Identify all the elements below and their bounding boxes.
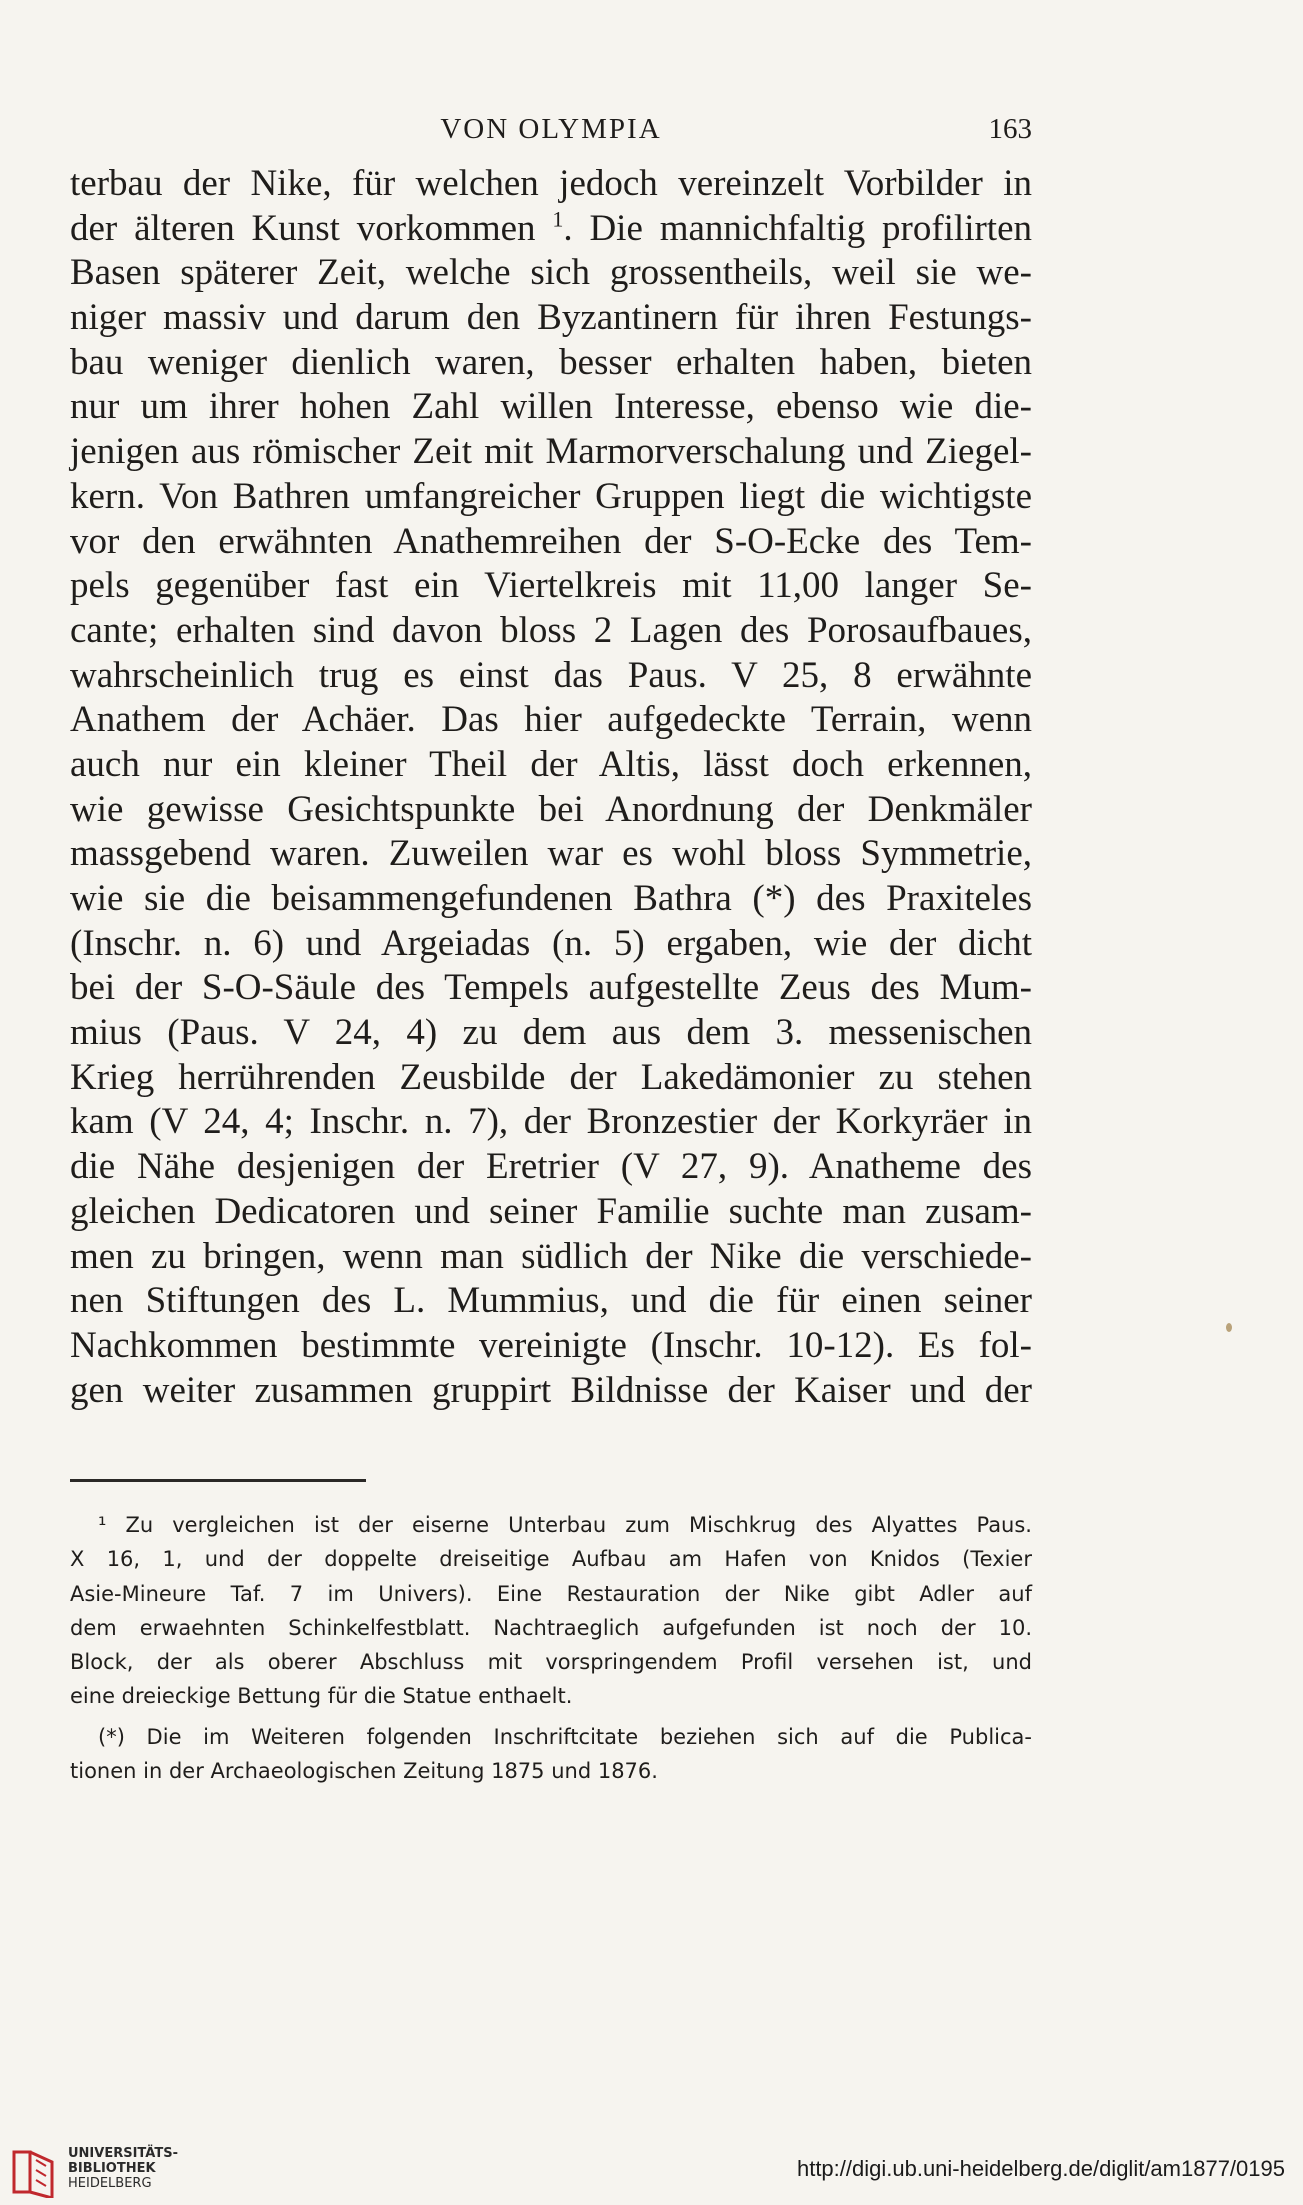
footnote-line: eine dreieckige Bettung für die Statue enthaelt. [70,1684,573,1709]
text-line: wie sie die beisammengefundenen Bathra (*) des Praxiteles [70,878,1032,919]
running-head [70,113,1032,153]
text-line: bei der S-O-Säule des Tempels aufgestellte Zeus des Mum- [70,967,1032,1009]
text-line: mius (Paus. V 24, 4) zu dem aus dem 3. messenischen [70,1012,1032,1054]
text-line: kern. Von Bathren umfangreicher Gruppen liegt die wichtigste [70,475,1032,517]
page-number: 163 [988,113,1032,145]
text-line: Anathem der Achäer. Das hier aufgedeckte Terrain, wenn [70,699,1032,741]
footnote-line: (*) Die im Weiteren folgenden Inschriftcitate beziehen sich auf die Publica- [98,1724,1032,1749]
library-logo[interactable] [12,2142,182,2202]
library-logo-icon [12,2146,60,2198]
text-line: niger massiv und darum den Byzantinern für ihren Festungs- [70,297,1032,339]
text-line: auch nur ein kleiner Theil der Altis, lässt doch erkennen, [70,743,1032,785]
footnote-line: tionen in der Archaeologischen Zeitung 1875 und 1876. [70,1759,658,1784]
footnote-reference: 1 [552,206,564,232]
text-line: wahrscheinlich trug es einst das Paus. V 25, 8 erwähnte [70,654,1032,696]
text-line: men zu bringen, wenn man südlich der Nike die verschiede- [70,1235,1032,1277]
footnote-line: Block, der als oberer Abschluss mit vorspringendem Profil versehen ist, und [70,1650,1032,1675]
text-line: die Nähe desjenigen der Eretrier (V 27, 9). Anatheme des [70,1146,1032,1188]
footnote-separator [70,1479,366,1482]
text-line: gen weiter zusammen gruppirt Bildnisse der Kaiser und der [70,1369,1032,1411]
paper-blemish [1226,1323,1232,1332]
footnotes [70,1508,1032,1788]
text-line: wie gewisse Gesichtspunkte bei Anordnung der Denkmäler [70,788,1032,830]
text-line: Basen späterer Zeit, welche sich grossentheils, weil sie we- [70,252,1032,294]
text-line: cante; erhalten sind davon bloss 2 Lagen des Porosaufbaues, [70,609,1032,651]
footnote-line: X 16, 1, und der doppelte dreiseitige Aufbau am Hafen von Knidos (Texier [70,1547,1032,1572]
text-line: jenigen aus römischer Zeit mit Marmorverschalung und Ziegel- [70,431,1032,473]
logo-line: UNIVERSITÄTS- [68,2146,178,2161]
footnote-line: ¹ Zu vergleichen ist der eiserne Unterbau zum Mischkrug des Alyattes Paus. [98,1513,1032,1537]
text-line: gleichen Dedicatoren und seiner Familie suchte man zusam- [70,1190,1032,1232]
text-line: bau weniger dienlich waren, besser erhalten haben, bieten [70,341,1032,383]
footnote-line: Asie-Mineure Taf. 7 im Univers). Eine Restauration der Nike gibt Adler auf [70,1581,1032,1606]
running-title: VON OLYMPIA [440,113,662,145]
text-line: vor den erwähnten Anathemreihen der S-O-Ecke des Tem- [70,520,1032,562]
logo-line: HEIDELBERG [68,2176,152,2191]
text-segment: der älteren Kunst vorkommen [70,207,536,249]
text-line: (Inschr. n. 6) und Argeiadas (n. 5) ergaben, wie der dicht [70,922,1032,964]
text-line: Krieg herrührenden Zeusbilde der Lakedämonier zu stehen [70,1056,1032,1098]
text-line: Nachkommen bestimmte vereinigte (Inschr. 10-12). Es fol- [70,1324,1032,1366]
body-text [70,162,1032,1413]
text-line: nen Stiftungen des L. Mummius, und die für einen seiner [70,1280,1032,1322]
text-line-with-footnote [70,207,1032,252]
text-line: terbau der Nike, für welchen jedoch vereinzelt Vorbilder in [70,163,1032,204]
text-line: massgebend waren. Zuweilen war es wohl bloss Symmetrie, [70,833,1032,875]
logo-line: BIBLIOTHEK [68,2161,156,2176]
library-logo-text [68,2146,178,2191]
footnote-line: dem erwaehnten Schinkelfestblatt. Nachtraeglich aufgefunden ist noch der 10. [70,1615,1032,1640]
text-line: pels gegenüber fast ein Viertelkreis mit 11,00 langer Se- [70,565,1032,607]
text-line: kam (V 24, 4; Inschr. n. 7), der Bronzestier der Korkyräer in [70,1101,1032,1143]
source-url[interactable]: http://digi.ub.uni-heidelberg.de/diglit/am1877/0195 [796,2156,1285,2181]
text-line: nur um ihrer hohen Zahl willen Interesse, ebenso wie die- [70,386,1032,428]
text-segment: . Die mannichfaltig profilirten [563,207,1033,249]
